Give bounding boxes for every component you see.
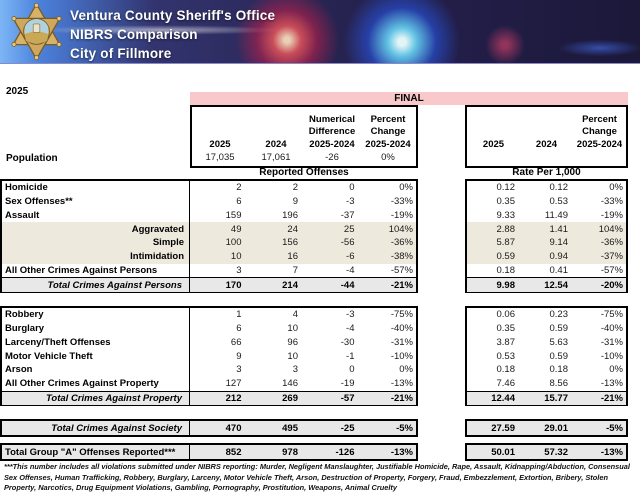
cell-diff: -1	[346, 350, 355, 362]
cell-2024: 16	[287, 251, 298, 263]
persons-rates-table	[465, 179, 628, 293]
rate-col-percent-change: Percent Change 2025-2024	[576, 113, 623, 150]
table-row	[2, 308, 416, 322]
cell-diff: -6	[346, 251, 355, 263]
cell-rate-2025: 0.12	[496, 182, 515, 194]
row-label: Larceny/Theft Offenses	[2, 336, 190, 350]
col-2024	[248, 107, 304, 166]
table-row	[467, 209, 626, 223]
cell-2025: 470	[225, 422, 242, 434]
cell-rate-2024: 0.18	[549, 364, 568, 376]
cell-rate-2025: 9.98	[496, 279, 515, 291]
cell-rate-2024: 12.54	[544, 279, 568, 291]
cell-rate-2024: 5.63	[549, 336, 568, 348]
cell-2024: 214	[282, 279, 298, 291]
col-2025	[192, 107, 248, 166]
cell-pct: -19%	[390, 209, 413, 221]
col-2025-label: 2025	[209, 138, 231, 150]
cell-pct: -36%	[390, 237, 413, 249]
cell-diff: -44	[340, 279, 355, 291]
table-row	[467, 277, 626, 292]
table-row	[467, 308, 626, 322]
col-percent-change: Percent Change 2025-2024 0%	[365, 113, 411, 163]
cell-2024: 96	[287, 336, 298, 348]
population-2025: 17,035	[205, 152, 235, 163]
cell-pct: -10%	[390, 350, 413, 362]
cell-2025: 852	[225, 446, 242, 458]
rate-col-2025: 2025	[482, 138, 505, 150]
cell-2025: 49	[230, 223, 242, 235]
cell-rate-pct: -13%	[600, 446, 623, 458]
cell-rate-pct: -10%	[600, 350, 623, 362]
table-row	[2, 250, 416, 264]
cell-rate-2025: 0.35	[496, 323, 515, 335]
cell-pct: -21%	[390, 392, 413, 404]
table-row	[467, 195, 626, 209]
table-row	[2, 277, 416, 292]
col-numerical-difference: Numerical Difference 2025-2024 -26	[308, 113, 356, 163]
cell-rate-pct: -19%	[600, 209, 623, 221]
cell-rate-pct: -21%	[600, 392, 623, 404]
cell-rate-2025: 27.59	[491, 422, 515, 434]
cell-rate-pct: 0%	[609, 182, 623, 194]
cell-rate-2024: 15.77	[544, 392, 568, 404]
cell-pct: -13%	[390, 446, 413, 458]
cell-pct: -75%	[390, 309, 413, 321]
rate-per-1000-label: Rate Per 1,000	[512, 167, 581, 178]
cell-rate-2025: 50.01	[491, 446, 515, 458]
table-row	[2, 236, 416, 250]
cell-diff: -19	[340, 378, 355, 390]
cell-diff: -25	[340, 422, 355, 434]
table-row	[467, 391, 626, 406]
table-row	[2, 336, 416, 350]
cell-2025: 2	[236, 182, 242, 194]
cell-rate-2024: 11.49	[544, 209, 568, 221]
cell-rate-pct: -36%	[600, 237, 623, 249]
property-rates-table	[465, 306, 628, 406]
cell-2025: 6	[236, 323, 242, 335]
population-pct: 0%	[381, 152, 395, 163]
col-2024-label: 2024	[265, 138, 287, 150]
cell-rate-2025: 0.53	[496, 350, 515, 362]
cell-diff: 25	[343, 223, 355, 235]
cell-2024: 269	[282, 392, 298, 404]
cell-2025: 1	[236, 309, 242, 321]
final-status-band: FINAL	[190, 92, 628, 105]
cell-diff: -4	[346, 264, 355, 276]
reported-offenses-label: Reported Offenses	[259, 167, 349, 178]
cell-2024: 495	[282, 422, 298, 434]
cell-pct: -38%	[390, 251, 413, 263]
cell-2024: 10	[287, 323, 298, 335]
table-row	[467, 264, 626, 278]
table-row	[467, 181, 626, 195]
table-row	[467, 336, 626, 350]
cell-2024: 24	[287, 223, 298, 235]
cell-2024: 9	[292, 196, 298, 208]
cell-rate-2024: 9.14	[549, 237, 568, 249]
row-label: Arson	[2, 363, 190, 377]
table-row	[467, 322, 626, 336]
rates-header-box	[465, 105, 628, 168]
cell-2024: 4	[292, 309, 298, 321]
cell-rate-2024: 57.32	[544, 446, 568, 458]
persons-counts-table	[0, 179, 418, 293]
table-row	[2, 322, 416, 336]
table-row	[467, 236, 626, 250]
row-label: Simple	[2, 236, 190, 250]
cell-pct: -40%	[390, 323, 413, 335]
row-label: All Other Crimes Against Persons	[2, 264, 190, 278]
group-a-counts-table	[0, 443, 418, 461]
population-label: Population	[6, 153, 58, 164]
cell-rate-2024: 0.59	[549, 350, 568, 362]
cell-rate-2025: 7.46	[496, 378, 515, 390]
row-label: Motor Vehicle Theft	[2, 349, 190, 363]
cell-pct: -33%	[390, 196, 413, 208]
rate-col-2024: 2024	[535, 138, 558, 150]
table-row	[2, 445, 416, 459]
cell-diff: -3	[346, 309, 355, 321]
nibrs-footnote: ***This number includes all violations submitted under NIBRS reporting: Murder, Negligent Manslaughter, Justifiable Homicide, Rape, Assault, Kidnapping/Abduction, Consensual Sex Offenses, Human Trafficking, Robbery, Burglary, Larceny, Motor Vehicle Theft, Arson, Destruction of Property, Forgery, Fraud, Embezzlement, Extortion, Bribery, Stolen Property, Narcotics, Drug Equipment Violations, Gambling, Pornography, Prostitution, Weapons, Animal Cruelty	[4, 462, 630, 492]
row-label: Sex Offenses**	[2, 195, 190, 209]
cell-pct: 0%	[399, 364, 413, 376]
cell-rate-2024: 0.53	[549, 196, 568, 208]
cell-rate-pct: -40%	[600, 323, 623, 335]
cell-rate-pct: -37%	[600, 251, 623, 263]
cell-rate-2025: 9.33	[496, 209, 515, 221]
cell-rate-pct: -20%	[600, 279, 623, 291]
cell-2025: 159	[225, 209, 242, 221]
cell-diff: -56	[340, 237, 355, 249]
title-line-3: City of Fillmore	[70, 46, 172, 61]
sheriff-star-icon	[8, 3, 65, 60]
cell-pct: 104%	[388, 223, 413, 235]
row-label: Robbery	[2, 308, 190, 322]
table-row	[2, 391, 416, 406]
cell-diff: -4	[346, 323, 355, 335]
cell-2024: 3	[292, 364, 298, 376]
title-line-1: Ventura County Sheriff's Office	[70, 8, 276, 23]
cell-rate-2024: 0.94	[549, 251, 568, 263]
cell-rate-2024: 8.56	[549, 378, 568, 390]
table-row	[2, 349, 416, 363]
table-row	[467, 222, 626, 236]
table-row	[467, 363, 626, 377]
cell-2025: 3	[236, 364, 242, 376]
cell-rate-2024: 0.41	[549, 264, 568, 276]
row-label: Total Crimes Against Persons	[2, 278, 190, 292]
counts-header-box	[190, 105, 418, 168]
cell-rate-2025: 0.18	[496, 364, 515, 376]
cell-diff: -57	[340, 392, 355, 404]
cell-pct: -31%	[390, 336, 413, 348]
cell-2024: 978	[282, 446, 298, 458]
row-label: Intimidation	[2, 250, 190, 264]
header-banner	[0, 0, 640, 64]
cell-2025: 10	[230, 251, 242, 263]
table-row	[2, 209, 416, 223]
cell-2025: 170	[225, 279, 242, 291]
table-row	[467, 349, 626, 363]
cell-rate-2024: 0.12	[549, 182, 568, 194]
table-row	[2, 377, 416, 391]
cell-diff: 0	[349, 364, 355, 376]
table-row	[2, 421, 416, 435]
row-label: Total Crimes Against Society	[2, 421, 190, 435]
row-label: Aggravated	[2, 222, 190, 236]
cell-rate-pct: -75%	[600, 309, 623, 321]
table-row	[467, 377, 626, 391]
property-counts-table	[0, 306, 418, 406]
row-label: All Other Crimes Against Property	[2, 377, 190, 391]
cell-2024: 196	[282, 209, 298, 221]
cell-diff: -126	[335, 446, 355, 458]
row-label: Burglary	[2, 322, 190, 336]
row-label: Assault	[2, 209, 190, 223]
table-row	[467, 421, 626, 435]
table-row	[2, 195, 416, 209]
cell-rate-2025: 12.44	[491, 392, 515, 404]
cell-2024: 156	[282, 237, 298, 249]
cell-2024: 7	[292, 264, 298, 276]
cell-rate-2025: 0.59	[496, 251, 515, 263]
cell-rate-2025: 2.88	[496, 223, 515, 235]
cell-2024: 10	[287, 350, 298, 362]
society-rates-table	[465, 419, 628, 437]
cell-rate-pct: -13%	[600, 378, 623, 390]
cell-diff: -30	[340, 336, 355, 348]
cell-pct: 0%	[399, 182, 413, 194]
cell-2025: 212	[225, 392, 242, 404]
cell-2025: 3	[236, 264, 242, 276]
cell-rate-pct: -5%	[606, 422, 623, 434]
report-year-label: 2025	[6, 86, 29, 97]
group-a-rates-table	[465, 443, 628, 461]
cell-pct: -5%	[396, 422, 413, 434]
row-label: Total Crimes Against Property	[2, 392, 190, 406]
cell-2025: 127	[225, 378, 242, 390]
table-row	[467, 445, 626, 459]
table-row	[2, 363, 416, 377]
cell-diff: 0	[349, 182, 355, 194]
cell-diff: -3	[346, 196, 355, 208]
cell-2025: 6	[236, 196, 242, 208]
population-2024: 17,061	[261, 152, 291, 163]
page-title	[70, 6, 275, 63]
cell-2025: 66	[230, 336, 242, 348]
table-row	[2, 264, 416, 278]
cell-rate-pct: -57%	[600, 264, 623, 276]
table-row	[2, 222, 416, 236]
cell-2024: 146	[282, 378, 298, 390]
cell-rate-2024: 0.59	[549, 323, 568, 335]
population-diff: -26	[325, 152, 339, 163]
cell-rate-2025: 0.18	[496, 264, 515, 276]
row-label: Homicide	[2, 181, 190, 195]
cell-rate-2025: 3.87	[496, 336, 515, 348]
cell-rate-2024: 29.01	[544, 422, 568, 434]
cell-rate-2025: 0.06	[496, 309, 515, 321]
cell-2024: 2	[292, 182, 298, 194]
cell-rate-pct: -33%	[600, 196, 623, 208]
cell-diff: -37	[340, 209, 355, 221]
cell-rate-2024: 0.23	[549, 309, 568, 321]
title-line-2: NIBRS Comparison	[70, 27, 198, 42]
cell-pct: -57%	[390, 264, 413, 276]
table-row	[2, 181, 416, 195]
cell-rate-pct: -31%	[600, 336, 623, 348]
cell-rate-2024: 1.41	[549, 223, 568, 235]
cell-rate-2025: 0.35	[496, 196, 515, 208]
cell-rate-2025: 5.87	[496, 237, 515, 249]
cell-rate-pct: 0%	[609, 364, 623, 376]
table-row	[467, 250, 626, 264]
cell-2025: 9	[236, 350, 242, 362]
cell-2025: 100	[225, 237, 242, 249]
cell-pct: -21%	[390, 279, 413, 291]
row-label: Total Group "A" Offenses Reported***	[2, 445, 190, 459]
cell-rate-pct: 104%	[598, 223, 623, 235]
cell-pct: -13%	[390, 378, 413, 390]
society-counts-table	[0, 419, 418, 437]
